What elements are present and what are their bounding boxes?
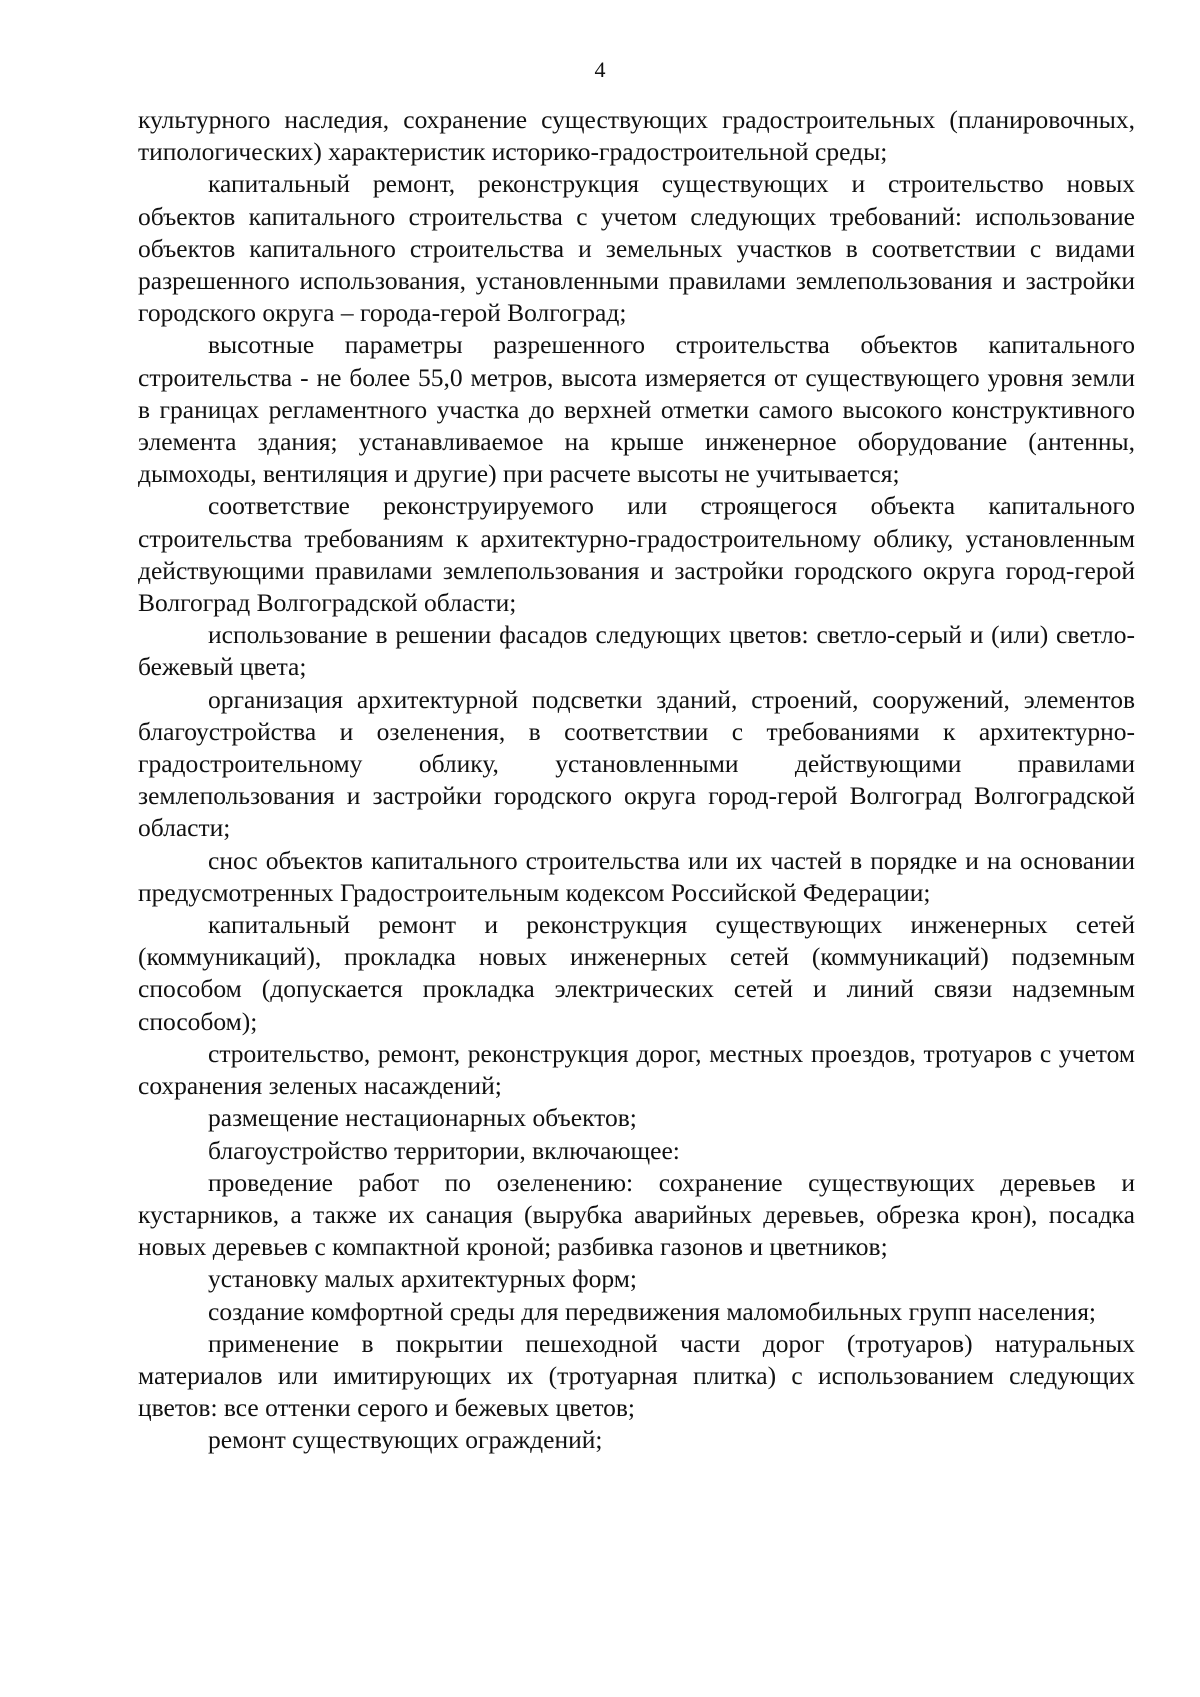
paragraph: строительство, ремонт, реконструкция дорог, местных проездов, тротуаров с учетом сохранения зеленых насаждений; [138,1038,1135,1101]
document-body [138,104,1135,1457]
paragraph: применение в покрытии пешеходной части дорог (тротуаров) натуральных материалов или имитирующих их (тротуарная плитка) с использованием следующих цветов: все оттенки серого и бежевых цветов; [138,1328,1135,1423]
paragraph: капитальный ремонт, реконструкция существующих и строительство новых объектов капитального строительства с учетом следующих требований: использование объектов капитального строительства и земельных участков в соответствии с видами разрешенного использования, установленными правилами землепользования и застройки городского округа – города-герой Волгоград; [138,169,1135,328]
paragraph: ремонт существующих ограждений; [208,1425,603,1455]
paragraph: соответствие реконструируемого или строящегося объекта капитального строительства требованиям к архитектурно-градостроительному облику, установленным действующими правилами землепользования и застройки городского округа город-герой Волгоград Волгоградской области; [138,491,1135,618]
paragraph: высотные параметры разрешенного строительства объектов капитального строительства - не более 55,0 метров, высота измеряется от существующего уровня земли в границах регламентного участка до верхней отметки самого высокого конструктивного элемента здания; устанавливаемое на крыше инженерное оборудование (антенны, дымоходы, вентиляция и другие) при расчете высоты не учитывается; [138,330,1135,489]
paragraph: капитальный ремонт и реконструкция существующих инженерных сетей (коммуникаций), прокладка новых инженерных сетей (коммуникаций) подземным способом (допускается прокладка электрических сетей и линий связи надземным способом); [138,910,1135,1036]
paragraph: установку малых архитектурных форм; [208,1264,637,1294]
page-number: 4 [594,57,606,82]
paragraph: благоустройство территории, включающее: [208,1135,680,1165]
paragraph: проведение работ по озеленению: сохранение существующих деревьев и кустарников, а также их санация (вырубка аварийных деревьев, обрезка крон), посадка новых деревьев с компактной кроной; разбивка газонов и цветников; [138,1167,1135,1262]
paragraph: снос объектов капитального строительства или их частей в порядке и на основании предусмотренных Градостроительным кодексом Российской Федерации; [138,845,1135,907]
paragraph: создание комфортной среды для передвижения маломобильных групп населения; [208,1296,1097,1326]
paragraph: организация архитектурной подсветки зданий, строений, сооружений, элементов благоустройства и озеленения, в соответствии с требованиями к архитектурно-градостроительному облику, установленными действующими правилами землепользования и застройки городского округа город-герой Волгоград Волгоградской области; [138,684,1135,843]
paragraph: культурного наследия, сохранение существующих градостроительных (планировочных, типологических) характеристик историко-градостроительной среды; [138,105,1135,167]
paragraph: использование в решении фасадов следующих цветов: светло-серый и (или) светло- бежевый цвета; [138,620,1135,682]
paragraph: размещение нестационарных объектов; [208,1103,637,1133]
